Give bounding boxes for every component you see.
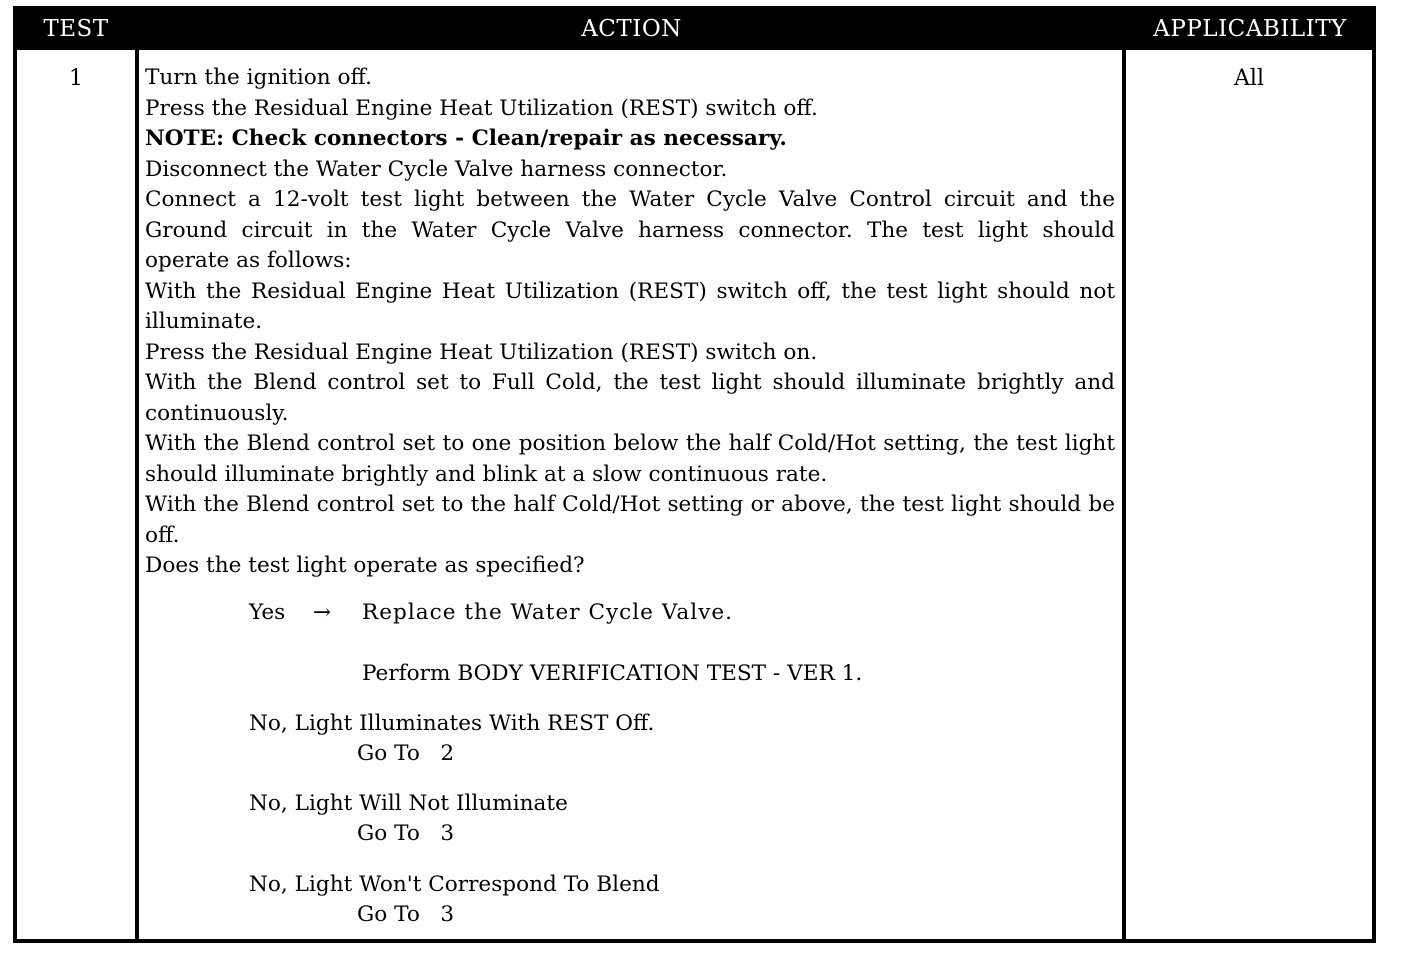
step: Press the Residual Engine Heat Utilization (REST) switch off. — [145, 95, 818, 121]
no-result-goto: Go To 3 — [357, 821, 455, 846]
no-result-goto: Go To 2 — [357, 741, 455, 766]
test-number: 1 — [69, 66, 83, 91]
step: Disconnect the Water Cycle Valve harness connector. — [145, 156, 728, 182]
procedure-table — [13, 6, 1376, 943]
table-header — [17, 10, 1372, 50]
step: With the Blend control set to Full Cold, the test light should illuminate brightly and continuously. — [145, 370, 1115, 426]
no-result-goto: Go To 3 — [357, 902, 455, 927]
question: Does the test light operate as specified? — [145, 553, 585, 578]
no-result-condition: No, Light Illuminates With REST Off. — [249, 711, 655, 736]
step: Turn the ignition off. — [145, 65, 372, 90]
step: With the Residual Engine Heat Utilization (REST) switch off, the test light should not illuminate. — [145, 278, 1115, 334]
header-test: TEST — [43, 16, 109, 42]
step: With the Blend control set to the half Cold/Hot setting or above, the test light should be off. — [145, 492, 1115, 548]
applicability-value: All — [1234, 66, 1264, 91]
yes-action-verify: Perform BODY VERIFICATION TEST - VER 1. — [362, 661, 863, 686]
header-action: ACTION — [581, 16, 682, 42]
no-result-condition: No, Light Won't Correspond To Blend — [249, 872, 660, 897]
column-divider — [135, 50, 139, 939]
header-applicability: APPLICABILITY — [1153, 16, 1347, 42]
action-steps — [145, 63, 1115, 582]
yes-action-replace: Replace the Water Cycle Valve. — [362, 600, 734, 625]
step: With the Blend control set to one position below the half Cold/Hot setting, the test light should illuminate brightly and blink at a slow continuous rate. — [145, 431, 1115, 487]
no-result-condition: No, Light Will Not Illuminate — [249, 791, 568, 816]
column-divider — [1122, 50, 1126, 939]
yes-label: Yes — [249, 600, 286, 625]
step: Press the Residual Engine Heat Utilization (REST) switch on. — [145, 339, 818, 365]
step: Connect a 12-volt test light between the Water Cycle Valve Control circuit and the Ground circuit in the Water Cycle Valve harness connector. The test light should operate as follows: — [145, 187, 1115, 273]
arrow-icon: → — [313, 600, 332, 625]
note: NOTE: Check connectors - Clean/repair as necessary. — [145, 126, 787, 151]
